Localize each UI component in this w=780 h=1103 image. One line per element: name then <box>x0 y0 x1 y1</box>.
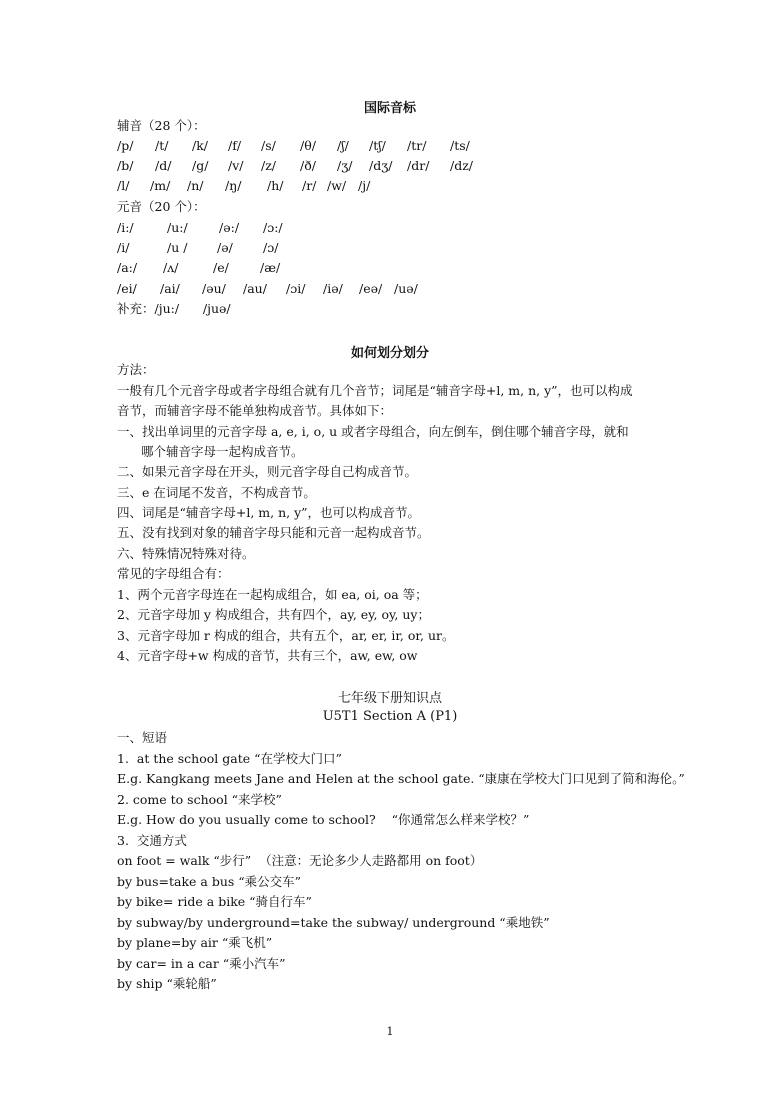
phoneme: /ɔ/ <box>263 240 279 255</box>
phoneme: /uə/ <box>394 281 418 296</box>
phoneme: /s/ <box>261 138 276 153</box>
phrases-label: 一、短语 <box>117 730 168 745</box>
transport-on-foot: on foot = walk “步行” （注意：无论多少人走路都用 on foot） <box>117 853 483 868</box>
grade-title: 七年级下册知识点 <box>337 691 442 706</box>
phoneme: /k/ <box>192 138 208 153</box>
phoneme: /ɔ:/ <box>263 220 283 235</box>
combos-label: 常见的字母组合有： <box>117 566 230 581</box>
combo-1: 1、两个元音字母连在一起构成组合，如 ea, oi, oa 等； <box>117 587 428 602</box>
combo-4: 4、元音字母+w 构成的音节，共有三个，aw, ew, ow <box>117 648 418 663</box>
phoneme: /h/ <box>267 178 284 193</box>
phoneme: /tʃ/ <box>369 138 386 153</box>
transport-by-car: by car= in a car “乘小汽车” <box>117 956 286 971</box>
transport-by-ship: by ship “乘轮船” <box>117 976 217 991</box>
phoneme: /dr/ <box>407 158 430 173</box>
method-label: 方法： <box>117 362 155 377</box>
phoneme: /j/ <box>358 178 371 193</box>
rule-6: 六、特殊情况特殊对待。 <box>117 546 255 561</box>
phoneme: /dz/ <box>450 158 474 173</box>
phoneme: /u / <box>167 240 188 255</box>
rule-1-line-2: 哪个辅音字母一起构成音节。 <box>141 444 304 459</box>
combo-2: 2、元音字母加 y 构成组合，共有四个，ay, ey, oy, uy； <box>117 607 430 622</box>
phoneme: /a:/ <box>117 260 138 275</box>
phoneme: /ʃ/ <box>337 138 349 153</box>
phrase-item-2-example: E.g. How do you usually come to school? “你通常怎么样来学校？” <box>117 812 530 827</box>
phoneme: /ts/ <box>450 138 470 153</box>
transport-by-subway: by subway/by underground=take the subway/ underground “乘地铁” <box>117 915 550 930</box>
vowels-label: 元音（20 个）： <box>117 199 206 214</box>
phoneme: /ð/ <box>300 158 316 173</box>
phoneme: /əu/ <box>202 281 226 296</box>
phrase-item-3: 3. 交通方式 <box>117 833 187 848</box>
phoneme: /w/ <box>327 178 347 193</box>
phoneme: /tr/ <box>407 138 427 153</box>
phoneme: /u:/ <box>167 220 188 235</box>
phoneme: /ʌ/ <box>163 260 179 275</box>
phoneme: /θ/ <box>300 138 316 153</box>
ipa-title: 国际音标 <box>363 101 416 116</box>
phoneme: /v/ <box>228 158 244 173</box>
phoneme: /ɔi/ <box>286 281 306 296</box>
phoneme: /iə/ <box>323 281 343 296</box>
phrase-item-2: 2. come to school “来学校” <box>117 792 282 807</box>
combo-3: 3、元音字母加 r 构成的组合，共有五个，ar, er, ir, or, ur。 <box>117 628 455 643</box>
supplement-line: 补充：/ju:/ /juə/ <box>117 301 231 316</box>
phoneme: /i/ <box>117 240 130 255</box>
phoneme: /d/ <box>155 158 172 173</box>
phoneme: /e/ <box>213 260 229 275</box>
phrase-item-1: 1. at the school gate “在学校大门口” <box>117 751 342 766</box>
page-number: 1 <box>386 1025 394 1038</box>
phoneme: /f/ <box>228 138 242 153</box>
transport-by-plane: by plane=by air “乘飞机” <box>117 935 273 950</box>
phoneme: /r/ <box>302 178 317 193</box>
transport-by-bike: by bike= ride a bike “骑自行车” <box>117 894 312 909</box>
intro-line-2: 音节，而辅音字母不能单独构成音节。具体如下： <box>117 403 393 418</box>
syllable-title: 如何划分划分 <box>350 346 429 361</box>
phoneme: /ei/ <box>117 281 137 296</box>
phoneme: /au/ <box>243 281 267 296</box>
phoneme: /æ/ <box>260 260 281 275</box>
rule-4: 四、词尾是“辅音字母+l, m, n, y”，也可以构成音节。 <box>117 505 421 520</box>
phoneme: /t/ <box>155 138 169 153</box>
phoneme: /b/ <box>117 158 134 173</box>
phoneme: /i:/ <box>117 220 134 235</box>
phoneme: /dʒ/ <box>369 158 393 173</box>
rule-2: 二、如果元音字母在开头，则元音字母自己构成音节。 <box>117 464 418 479</box>
consonants-label: 辅音（28 个）： <box>117 118 206 133</box>
phoneme: /ŋ/ <box>225 178 242 193</box>
rule-1-line-1: 一、找出单词里的元音字母 a, e, i, o, u 或者字母组合，向左倒车，倒住哪个辅音字母，就和 <box>117 424 629 439</box>
transport-by-bus: by bus=take a bus “乘公交车” <box>117 874 302 889</box>
rule-5: 五、没有找到对象的辅音字母只能和元音一起构成音节。 <box>117 525 430 540</box>
phoneme: /eə/ <box>359 281 383 296</box>
phoneme: /g/ <box>192 158 209 173</box>
intro-line-1: 一般有几个元音字母或者字母组合就有几个音节；词尾是“辅音字母+l, m, n, y”，也可以构成 <box>117 383 633 398</box>
phoneme: /ʒ/ <box>337 158 353 173</box>
phoneme: /m/ <box>150 178 171 193</box>
rule-3: 三、e 在词尾不发音，不构成音节。 <box>117 485 316 500</box>
unit-subtitle: U5T1 Section A (P1) <box>322 709 458 724</box>
phrase-item-1-example: E.g. Kangkang meets Jane and Helen at the school gate. “康康在学校大门口见到了简和海伦。” <box>117 771 685 786</box>
phoneme: /p/ <box>117 138 134 153</box>
phoneme: /n/ <box>187 178 204 193</box>
phoneme: /l/ <box>117 178 130 193</box>
phoneme: /z/ <box>261 158 277 173</box>
phoneme: /ai/ <box>160 281 180 296</box>
phoneme: /ə:/ <box>219 220 240 235</box>
phoneme: /ə/ <box>217 240 233 255</box>
